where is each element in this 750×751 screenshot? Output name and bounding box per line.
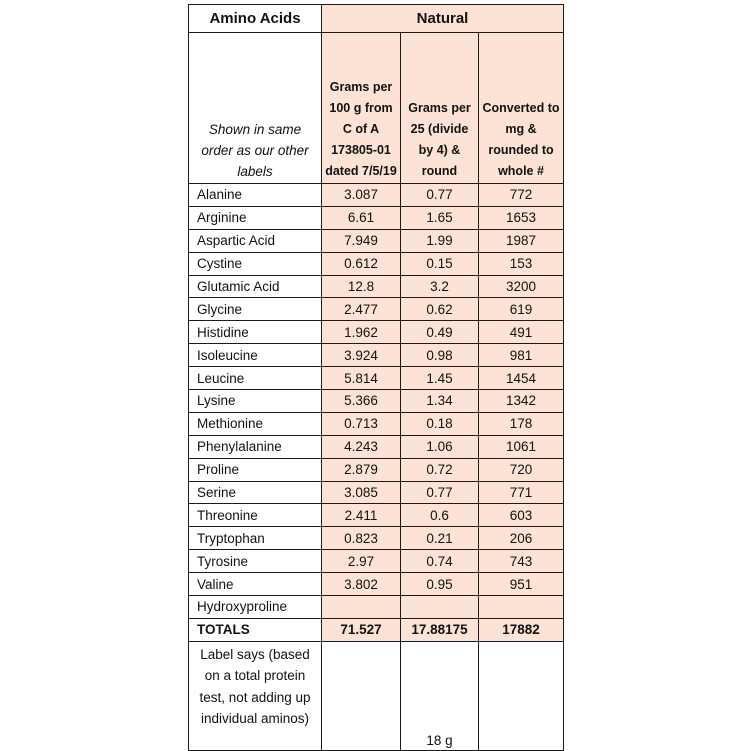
grams-per-25-cell: 0.72	[401, 458, 479, 481]
amino-acids-header: Amino Acids	[189, 5, 322, 33]
grams-per-100g-cell: 3.085	[322, 481, 401, 504]
grams-per-25-cell: 0.77	[401, 481, 479, 504]
table-row	[189, 275, 564, 298]
grams-per-100g-cell: 2.879	[322, 458, 401, 481]
converted-mg-header: Converted to mg & rounded to whole #	[479, 33, 564, 184]
amino-acid-name: Glutamic Acid	[189, 275, 322, 298]
mg-cell: 619	[479, 298, 564, 321]
amino-acid-name: Alanine	[189, 184, 322, 207]
amino-acid-name: Cystine	[189, 252, 322, 275]
shown-order-note: Shown in same order as our other labels	[189, 33, 322, 184]
table-row	[189, 527, 564, 550]
grams-per-25-cell: 0.18	[401, 412, 479, 435]
grams-per-25-cell: 0.6	[401, 504, 479, 527]
mg-cell: 603	[479, 504, 564, 527]
grams-per-100g-cell: 2.411	[322, 504, 401, 527]
amino-acid-name: Phenylalanine	[189, 435, 322, 458]
grams-per-100g-cell: 7.949	[322, 229, 401, 252]
table-row	[189, 229, 564, 252]
mg-cell: 720	[479, 458, 564, 481]
amino-acid-table	[188, 4, 564, 751]
amino-acid-name: Histidine	[189, 321, 322, 344]
amino-acid-name: Serine	[189, 481, 322, 504]
table-row	[189, 458, 564, 481]
mg-cell: 1061	[479, 435, 564, 458]
table-row	[189, 481, 564, 504]
grams-per-25-cell: 1.99	[401, 229, 479, 252]
amino-acid-name: Proline	[189, 458, 322, 481]
grams-per-25-cell: 1.65	[401, 206, 479, 229]
table-row	[189, 298, 564, 321]
label-says-value: 18 g	[401, 641, 479, 750]
amino-acid-name: Glycine	[189, 298, 322, 321]
grams-per-100g-cell: 1.962	[322, 321, 401, 344]
grams-per-100g-cell: 2.477	[322, 298, 401, 321]
grams-per-100g-cell: 3.802	[322, 573, 401, 596]
grams-per-25-cell: 1.45	[401, 367, 479, 390]
table-row	[189, 367, 564, 390]
amino-acid-name: Tryptophan	[189, 527, 322, 550]
grams-per-25-cell: 0.49	[401, 321, 479, 344]
header-row	[189, 5, 564, 33]
grams-per-25-cell	[401, 596, 479, 619]
amino-acid-name: Hydroxyproline	[189, 596, 322, 619]
grams-per-25-cell: 3.2	[401, 275, 479, 298]
amino-acid-name: Arginine	[189, 206, 322, 229]
label-says-row	[189, 641, 564, 750]
grams-per-100g-cell: 5.814	[322, 367, 401, 390]
mg-cell: 951	[479, 573, 564, 596]
grams-per-100g-cell	[322, 596, 401, 619]
grams-per-100g-cell: 3.087	[322, 184, 401, 207]
mg-cell: 771	[479, 481, 564, 504]
amino-acid-name: Tyrosine	[189, 550, 322, 573]
table-row	[189, 412, 564, 435]
grams-per-100g-cell: 4.243	[322, 435, 401, 458]
totals-grams-25: 17.88175	[401, 618, 479, 641]
grams-per-100g-cell: 0.612	[322, 252, 401, 275]
table-row	[189, 344, 564, 367]
amino-acid-name: Aspartic Acid	[189, 229, 322, 252]
mg-cell: 491	[479, 321, 564, 344]
totals-grams-100g: 71.527	[322, 618, 401, 641]
mg-cell: 772	[479, 184, 564, 207]
table-row	[189, 184, 564, 207]
grams-per-100g-header: Grams per 100 g from C of A 173805-01 dated 7/5/19	[322, 33, 401, 184]
mg-cell: 178	[479, 412, 564, 435]
grams-per-25-cell: 0.21	[401, 527, 479, 550]
amino-acid-name: Valine	[189, 573, 322, 596]
label-says-text: Label says (based on a total protein test, not adding up individual aminos)	[189, 641, 322, 750]
mg-cell: 153	[479, 252, 564, 275]
table-row	[189, 504, 564, 527]
grams-per-100g-cell: 0.713	[322, 412, 401, 435]
table-row	[189, 321, 564, 344]
amino-acid-name: Lysine	[189, 390, 322, 413]
grams-per-100g-cell: 6.61	[322, 206, 401, 229]
grams-per-25-cell: 1.06	[401, 435, 479, 458]
grams-per-25-cell: 0.74	[401, 550, 479, 573]
mg-cell: 981	[479, 344, 564, 367]
mg-cell: 743	[479, 550, 564, 573]
amino-acid-name: Methionine	[189, 412, 322, 435]
mg-cell: 1342	[479, 390, 564, 413]
grams-per-25-cell: 1.34	[401, 390, 479, 413]
totals-mg: 17882	[479, 618, 564, 641]
mg-cell: 1987	[479, 229, 564, 252]
label-empty-cell	[322, 641, 401, 750]
table-row	[189, 596, 564, 619]
subheader-row	[189, 33, 564, 184]
table-row	[189, 390, 564, 413]
totals-label: TOTALS	[189, 618, 322, 641]
grams-per-25-cell: 0.95	[401, 573, 479, 596]
totals-row	[189, 618, 564, 641]
mg-cell: 3200	[479, 275, 564, 298]
amino-acid-name: Threonine	[189, 504, 322, 527]
grams-per-25-cell: 0.98	[401, 344, 479, 367]
mg-cell: 206	[479, 527, 564, 550]
table-row	[189, 550, 564, 573]
grams-per-100g-cell: 12.8	[322, 275, 401, 298]
grams-per-25-cell: 0.62	[401, 298, 479, 321]
grams-per-100g-cell: 2.97	[322, 550, 401, 573]
amino-acid-name: Leucine	[189, 367, 322, 390]
grams-per-25-cell: 0.15	[401, 252, 479, 275]
table-row	[189, 252, 564, 275]
table-row	[189, 435, 564, 458]
mg-cell	[479, 596, 564, 619]
grams-per-100g-cell: 0.823	[322, 527, 401, 550]
table-row	[189, 573, 564, 596]
table-row	[189, 206, 564, 229]
amino-acid-name: Isoleucine	[189, 344, 322, 367]
grams-per-25-header: Grams per 25 (divide by 4) & round	[401, 33, 479, 184]
label-empty-cell	[479, 641, 564, 750]
grams-per-25-cell: 0.77	[401, 184, 479, 207]
grams-per-100g-cell: 5.366	[322, 390, 401, 413]
mg-cell: 1454	[479, 367, 564, 390]
grams-per-100g-cell: 3.924	[322, 344, 401, 367]
natural-header: Natural	[322, 5, 564, 33]
mg-cell: 1653	[479, 206, 564, 229]
